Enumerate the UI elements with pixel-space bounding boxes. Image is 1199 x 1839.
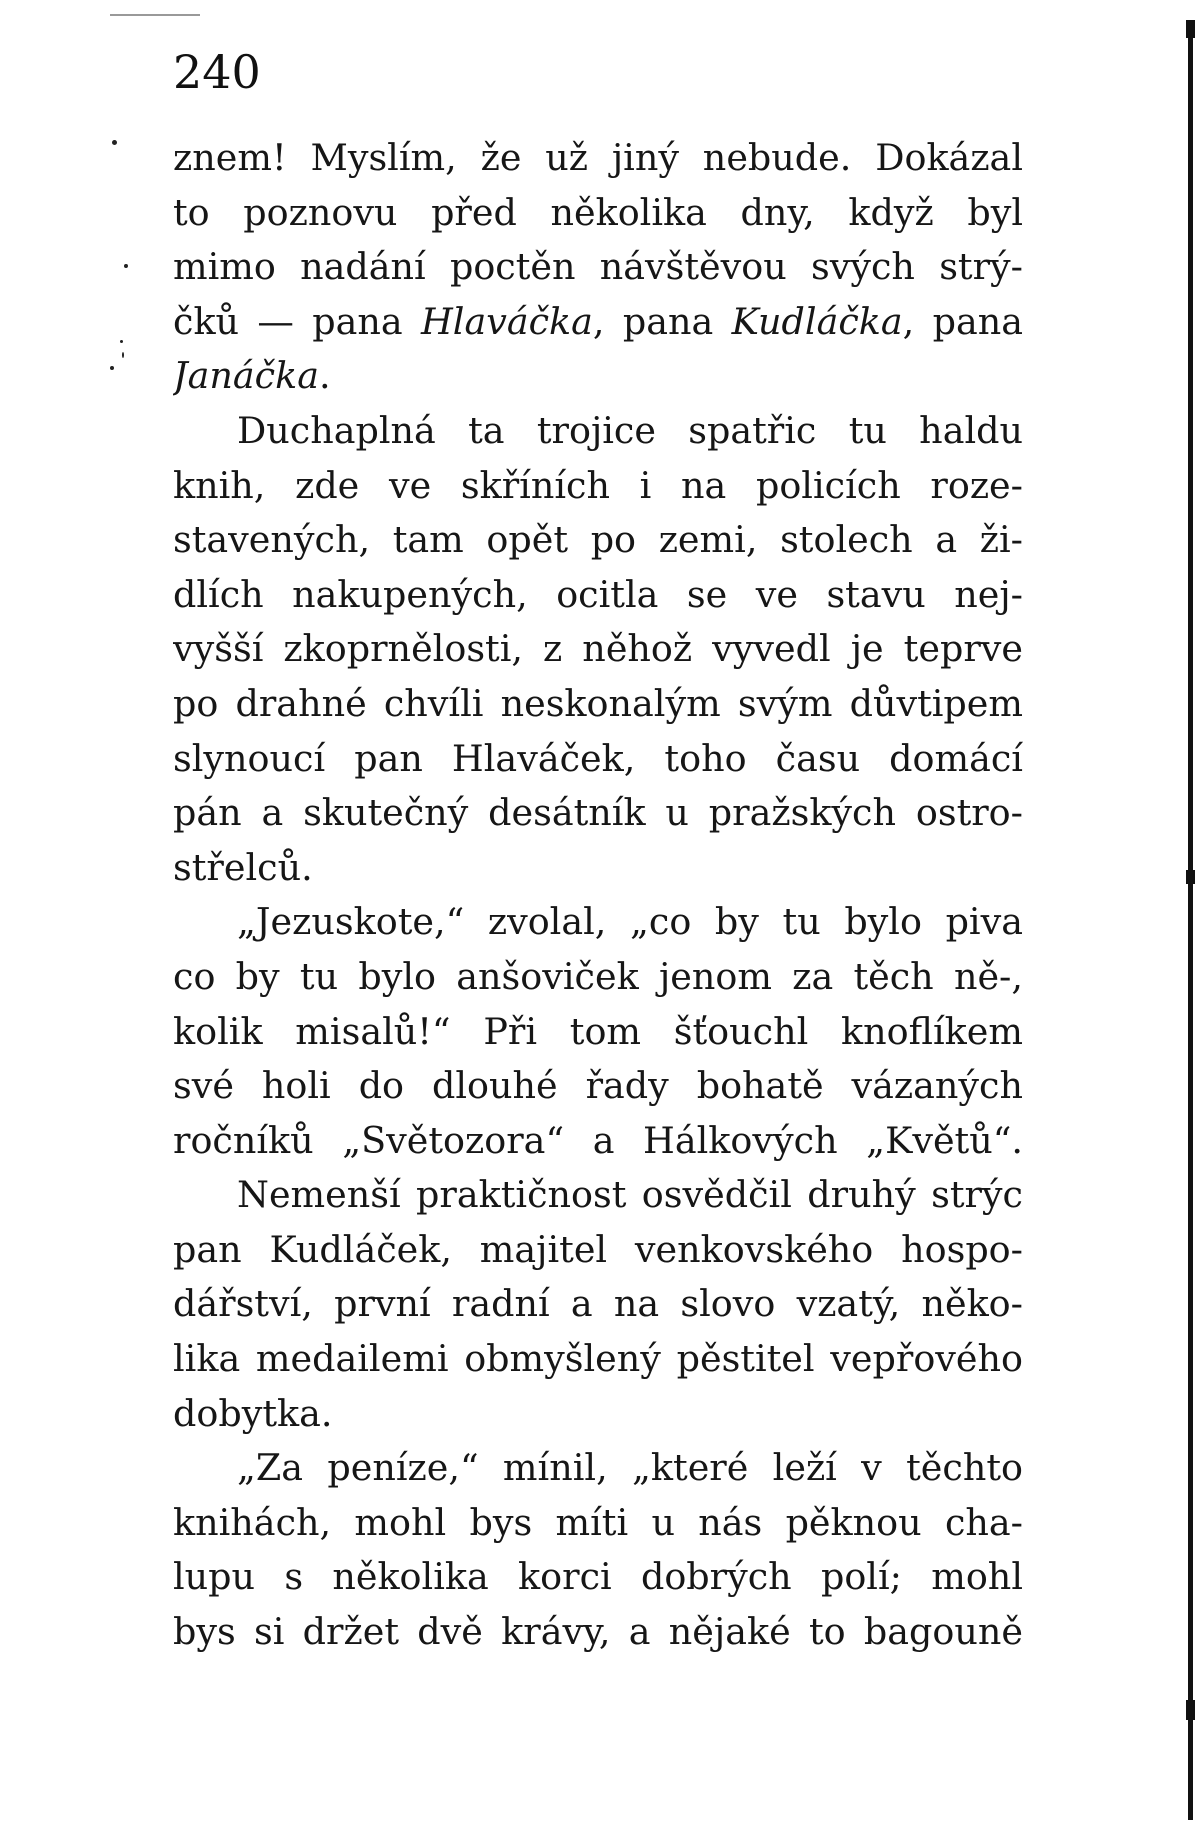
text-line: lupu s několika korci dobrých polí; mohl — [173, 1555, 1023, 1599]
text-line: dářství, první radní a na slovo vzatý, něko- — [173, 1282, 1023, 1326]
paragraph-start: Nemenší praktičnost osvědčil druhý strýc — [237, 1173, 1023, 1217]
text-line: po drahné chvíli neskonalým svým důvtipem — [173, 681, 1023, 725]
edge-mark — [1186, 870, 1195, 884]
text-line: dlích nakupených, ocitla se ve stavu nej- — [173, 572, 1023, 616]
binding-edge — [1188, 30, 1193, 1820]
top-divider — [110, 14, 200, 16]
ink-speck — [112, 140, 117, 145]
text-line: stavených, tam opět po zemi, stolech a ži- — [173, 518, 1023, 562]
ink-speck — [122, 352, 124, 358]
text-line — [173, 295, 1023, 350]
text-line: ročníků „Světozora“ a Hálkových „Květů“. — [173, 1118, 1023, 1162]
text-line: pán a skutečný desátník u pražských ostro- — [173, 791, 1023, 835]
body-text — [173, 131, 1023, 1660]
italic-name: Kudláčka — [731, 299, 903, 343]
page-edge — [1182, 0, 1199, 1839]
paragraph-start: Duchaplná ta trojice spatřic tu haldu — [237, 408, 1023, 452]
text-line: střelců. — [173, 845, 313, 889]
text-line: kolik misalů!“ Při tom šťouchl knoflíkem — [173, 1009, 1023, 1053]
text-segment: čků — pana — [173, 299, 421, 343]
text-line: knihách, mohl bys míti u nás pěknou cha- — [173, 1500, 1023, 1544]
text-line: vyšší zkoprnělosti, z něhož vyvedl je teprve — [173, 627, 1023, 671]
text-line: to poznovu před několika dny, když byl — [173, 190, 1023, 234]
text-line: lika medailemi obmyšlený pěstitel vepřového — [173, 1337, 1023, 1381]
edge-mark — [1186, 1700, 1195, 1720]
ink-speck — [124, 264, 128, 268]
paragraph-start: „Za peníze,“ mínil, „které leží v těchto — [237, 1446, 1023, 1490]
text-line: své holi do dlouhé řady bohatě vázaných — [173, 1064, 1023, 1108]
text-line: dobytka. — [173, 1391, 333, 1435]
text-line: znem! Myslím, že už jiný nebude. Dokázal — [173, 136, 1023, 179]
text-line: co by tu bylo anšoviček jenom za těch ně-, — [173, 954, 1023, 998]
ink-speck — [120, 340, 123, 343]
text-segment: , pana — [902, 299, 1023, 343]
text-line: pan Kudláček, majitel venkovského hospo- — [173, 1227, 1023, 1271]
ink-speck — [110, 366, 114, 370]
paragraph-start: „Jezuskote,“ zvolal, „co by tu bylo piva — [237, 900, 1023, 944]
text-line — [173, 349, 1023, 404]
text-line: mimo nadání poctěn návštěvou svých strý- — [173, 245, 1023, 289]
text-line: bys si držet dvě krávy, a nějaké to bagouně — [173, 1610, 1023, 1654]
text-segment: . — [318, 354, 331, 398]
text-segment: , pana — [592, 299, 732, 343]
italic-name: Janáčka — [173, 354, 319, 398]
text-line: slynoucí pan Hlaváček, toho času domácí — [173, 736, 1023, 780]
page-number: 240 — [173, 45, 261, 99]
italic-name: Hlaváčka — [420, 299, 593, 343]
text-line: knih, zde ve skříních i na policích roze- — [173, 463, 1023, 507]
edge-mark — [1186, 20, 1195, 38]
